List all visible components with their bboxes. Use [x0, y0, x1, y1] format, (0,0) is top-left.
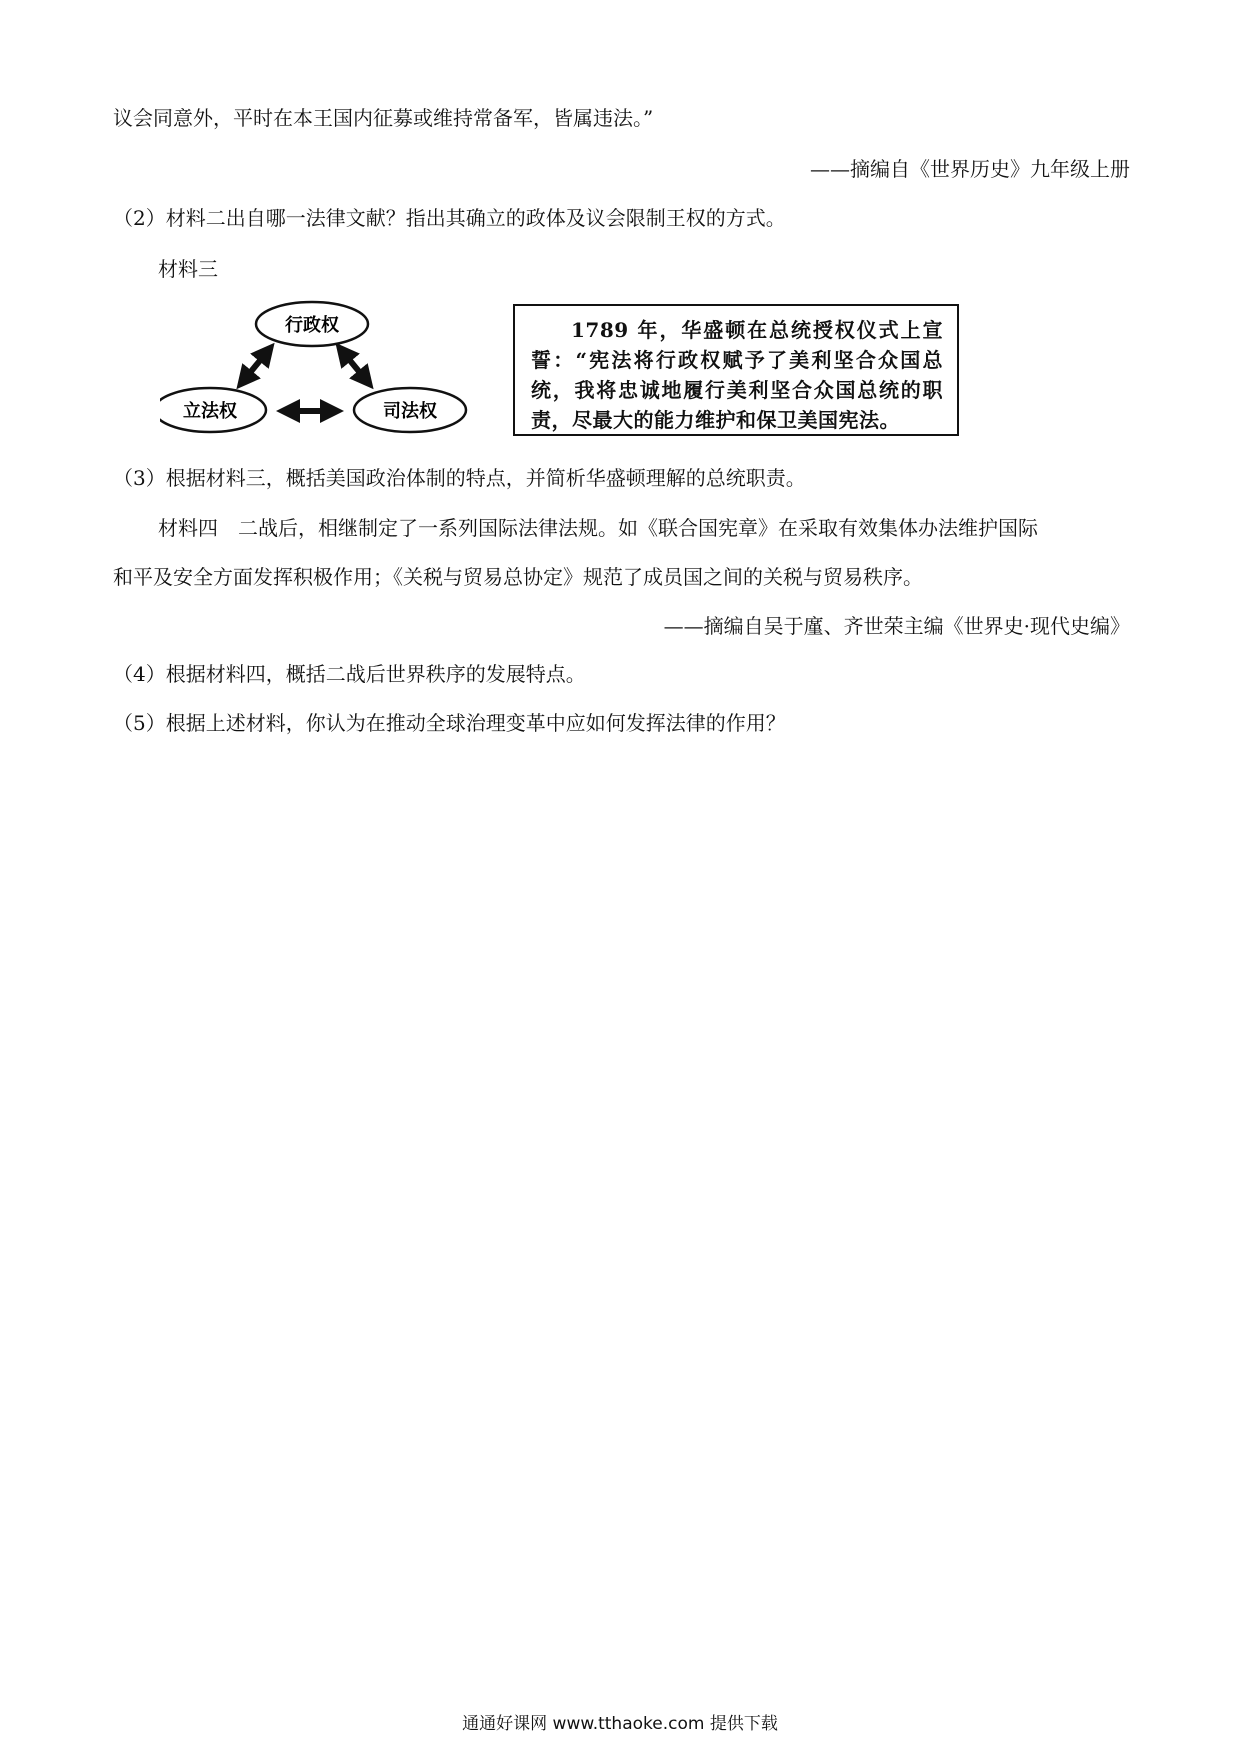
judicial-power-node	[354, 388, 466, 432]
legislative-power-node	[160, 388, 266, 432]
separation-of-powers-diagram	[160, 300, 480, 450]
material-two-source: ——摘编自《世界历史》九年级上册	[810, 157, 1130, 181]
question-4: （4）根据材料四，概括二战后世界秩序的发展特点。	[113, 662, 586, 686]
material-four-line-2: 和平及安全方面发挥积极作用；《关税与贸易总协定》规范了成员国之间的关税与贸易秩序。	[113, 565, 923, 589]
question-3: （3）根据材料三，概括美国政治体制的特点，并简析华盛顿理解的总统职责。	[113, 466, 806, 490]
washington-oath-quote-box: 1789 年，华盛顿在总统授权仪式上宣誓：“宪法将行政权赋予了美利坚合众国总统，我将忠诚地履行美利坚合众国总统的职责，尽最大的能力维护和保卫美国宪法。	[513, 304, 959, 436]
material-three-title: 材料三	[158, 257, 218, 281]
question-2: （2）材料二出自哪一法律文献？指出其确立的政体及议会限制王权的方式。	[113, 206, 786, 230]
question-5: （5）根据上述材料，你认为在推动全球治理变革中应如何发挥法律的作用？	[113, 711, 786, 735]
material-four-line-1: 材料四 二战后，相继制定了一系列国际法律法规。如《联合国宪章》在采取有效集体办法维护国际	[158, 516, 1038, 540]
arrow-executive-legislative	[244, 352, 267, 380]
executive-power-label: 行政权	[285, 315, 339, 336]
legislative-power-label: 立法权	[183, 401, 237, 422]
arrow-executive-judicial	[343, 352, 366, 380]
page-footer: 通通好课网 www.tthaoke.com 提供下载	[462, 1714, 778, 1734]
executive-power-node	[256, 302, 368, 346]
material-two-text-end: 议会同意外，平时在本王国内征募或维持常备军，皆属违法。”	[113, 106, 654, 130]
material-four-source: ——摘编自吴于廑、齐世荣主编《世界史·现代史编》	[663, 614, 1130, 638]
judicial-power-label: 司法权	[383, 401, 437, 422]
